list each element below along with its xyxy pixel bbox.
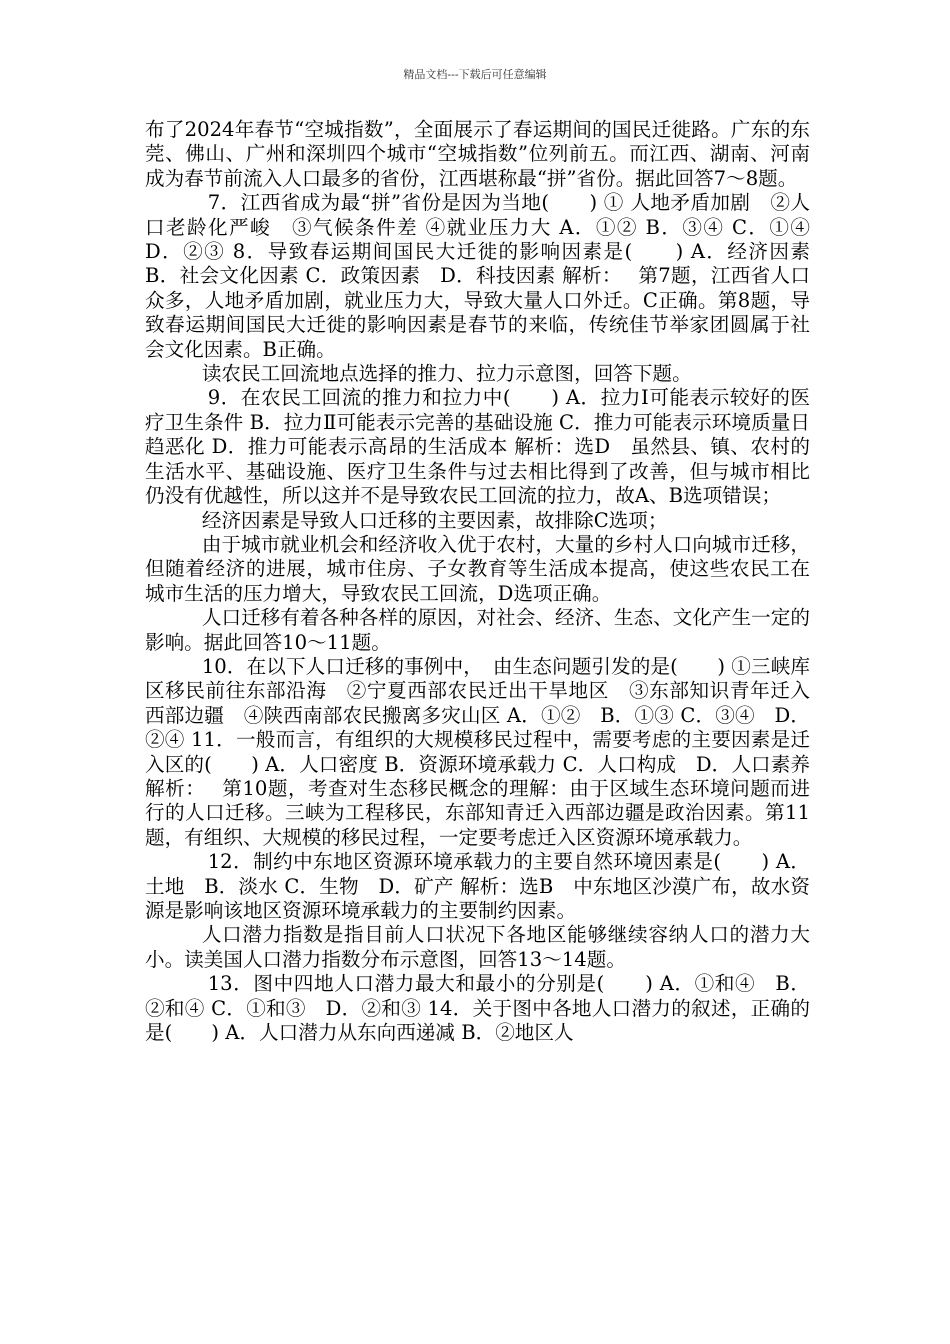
- prompt-10-11: 人口迁移有着各种各样的原因，对社会、经济、生态、文化产生一定的影响。据此回答10～11题。: [145, 606, 810, 654]
- question-13-14: 13．图中四地人口潜力最大和最小的分别是( ) A．①和④ B．②和④ C．①和③ D．②和③ 14．关于图中各地人口潜力的叙述，正确的是( ) A．人口潜力从东向西递减 B．②地区人: [145, 972, 810, 1045]
- intro-paragraph: 布了2024年春节“空城指数”，全面展示了春运期间的国民迁徙路。广东的东莞、佛山、广州和深圳四个城市“空城指数”位列前五。而江西、湖南、河南成为春节前流入人口最多的省份，江西堪称最“拼”省份。据此回答7～8题。: [145, 118, 810, 190]
- explanation-paragraph: 由于城市就业机会和经济收入优于农村，大量的乡村人口向城市迁移，但随着经济的进展，城市住房、子女教育等生活成本提高，使这些农民工在城市生活的压力增大，导致农民工回流，D选项正确。: [145, 532, 810, 605]
- question-9: 9．在农民工回流的推力和拉力中( ) A．拉力Ⅰ可能表示较好的医疗卫生条件 B．拉力Ⅱ可能表示完善的基础设施 C．推力可能表示环境质量日趋恶化 D．推力可能表示高昂的生活成本 解析：选D 虽然县、镇、农村的生活水平、基础设施、医疗卫生条件与过去相比得到了改善，但与城市相比仍没有优越性，所以这并不是导致农民工回流的拉力，故A、B选项错误；: [145, 386, 810, 508]
- question-10-11: 10．在以下人口迁移的事例中， 由生态问题引发的是( ) ①三峡库区移民前往东部沿海 ②宁夏西部农民迁出干旱地区 ③东部知识青年迁入西部边疆 ④陕西南部农民搬离多灾山区 A．①② B．①③ C．③④ D．②④ 11．一般而言，有组织的大规模移民过程中，需要考虑的主要因素是迁入区的( ) A．人口密度 B．资源环境承载力 C．人口构成 D．人口素养 解析： 第10题，考查对生态移民概念的理解：由于区域生态环境问题而进行的人口迁移。三峡为工程移民，东部知青迁入西部边疆是政治因素。第11题，有组织、大规模的移民过程，一定要考虑迁入区资源环境承载力。: [145, 654, 810, 849]
- page-header: 精品文档---下载后可任意编辑: [403, 68, 547, 81]
- question-7-8: 7．江西省成为最“拼”省份是因为当地( ) ① 人地矛盾加剧 ②人口老龄化严峻 ③气候条件差 ④就业压力大 A．①② B．③④ C．①④ D．②③ 8．导致春运期间国民大迁徙的影响因素是( ) A．经济因素 B．社会文化因素 C．政策因素 D．科技因素 解析： 第7题，江西省人口众多，人地矛盾加剧，就业压力大，导致大量人口外迁。C正确。第8题，导致春运期间国民大迁徙的影响因素是春节的来临，传统佳节举家团圆属于社会文化因素。B正确。: [145, 191, 830, 361]
- question-12: 12．制约中东地区资源环境承载力的主要自然环境因素是( ) A．土地 B．淡水 C．生物 D．矿产 解析：选B 中东地区沙漠广布，故水资源是影响该地区资源环境承载力的主要制约因素。: [145, 850, 810, 922]
- prompt-13-14: 人口潜力指数是指目前人口状况下各地区能够继续容纳人口的潜力大小。读美国人口潜力指数分布示意图，回答13～14题。: [145, 923, 810, 971]
- document-body: [145, 118, 830, 1045]
- figure-prompt-9: 读农民工回流地点选择的推力、拉力示意图，回答下题。: [201, 362, 692, 386]
- explanation-paragraph: 经济因素是导致人口迁移的主要因素，故排除C选项；: [201, 508, 668, 532]
